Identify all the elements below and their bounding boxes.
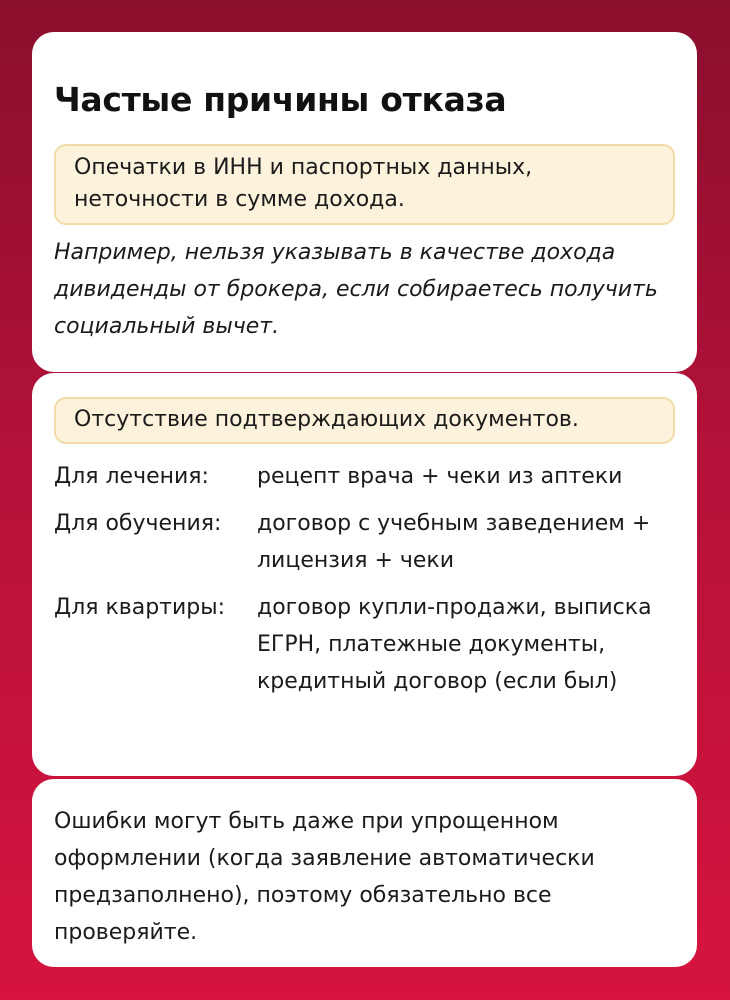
requirement-value: договор с учебным заведением + лицензия + чеки xyxy=(257,511,651,573)
requirement-row-treatment xyxy=(54,458,673,495)
warning-text: Ошибки могут быть даже при упрощенном оформлении (когда заявление автоматически предзаполнено), поэтому обязательно все проверяйте. xyxy=(54,809,595,945)
requirement-label: Для квартиры: xyxy=(54,595,226,620)
requirement-label: Для обучения: xyxy=(54,511,222,536)
requirements-list xyxy=(54,458,673,700)
requirement-label: Для лечения: xyxy=(54,464,209,489)
refusal-reasons-card xyxy=(32,32,697,372)
missing-documents-highlight: Отсутствие подтверждающих документов. xyxy=(54,397,675,444)
typos-highlight: Опечатки в ИНН и паспортных данных, неточности в сумме дохода. xyxy=(54,144,675,225)
requirement-value: рецепт врача + чеки из аптеки xyxy=(257,464,623,489)
requirement-value: договор купли-продажи, выписка ЕГРН, платежные документы, кредитный договор (если был) xyxy=(257,595,652,694)
documents-card xyxy=(32,373,697,776)
page-title: Частые причины отказа xyxy=(54,80,507,119)
requirement-row-education xyxy=(54,505,673,579)
warning-card xyxy=(32,779,697,967)
example-note: Например, нельзя указывать в качестве дохода дивиденды от брокера, если собираетесь получить социальный вычет. xyxy=(54,240,658,339)
requirement-row-apartment xyxy=(54,589,673,700)
